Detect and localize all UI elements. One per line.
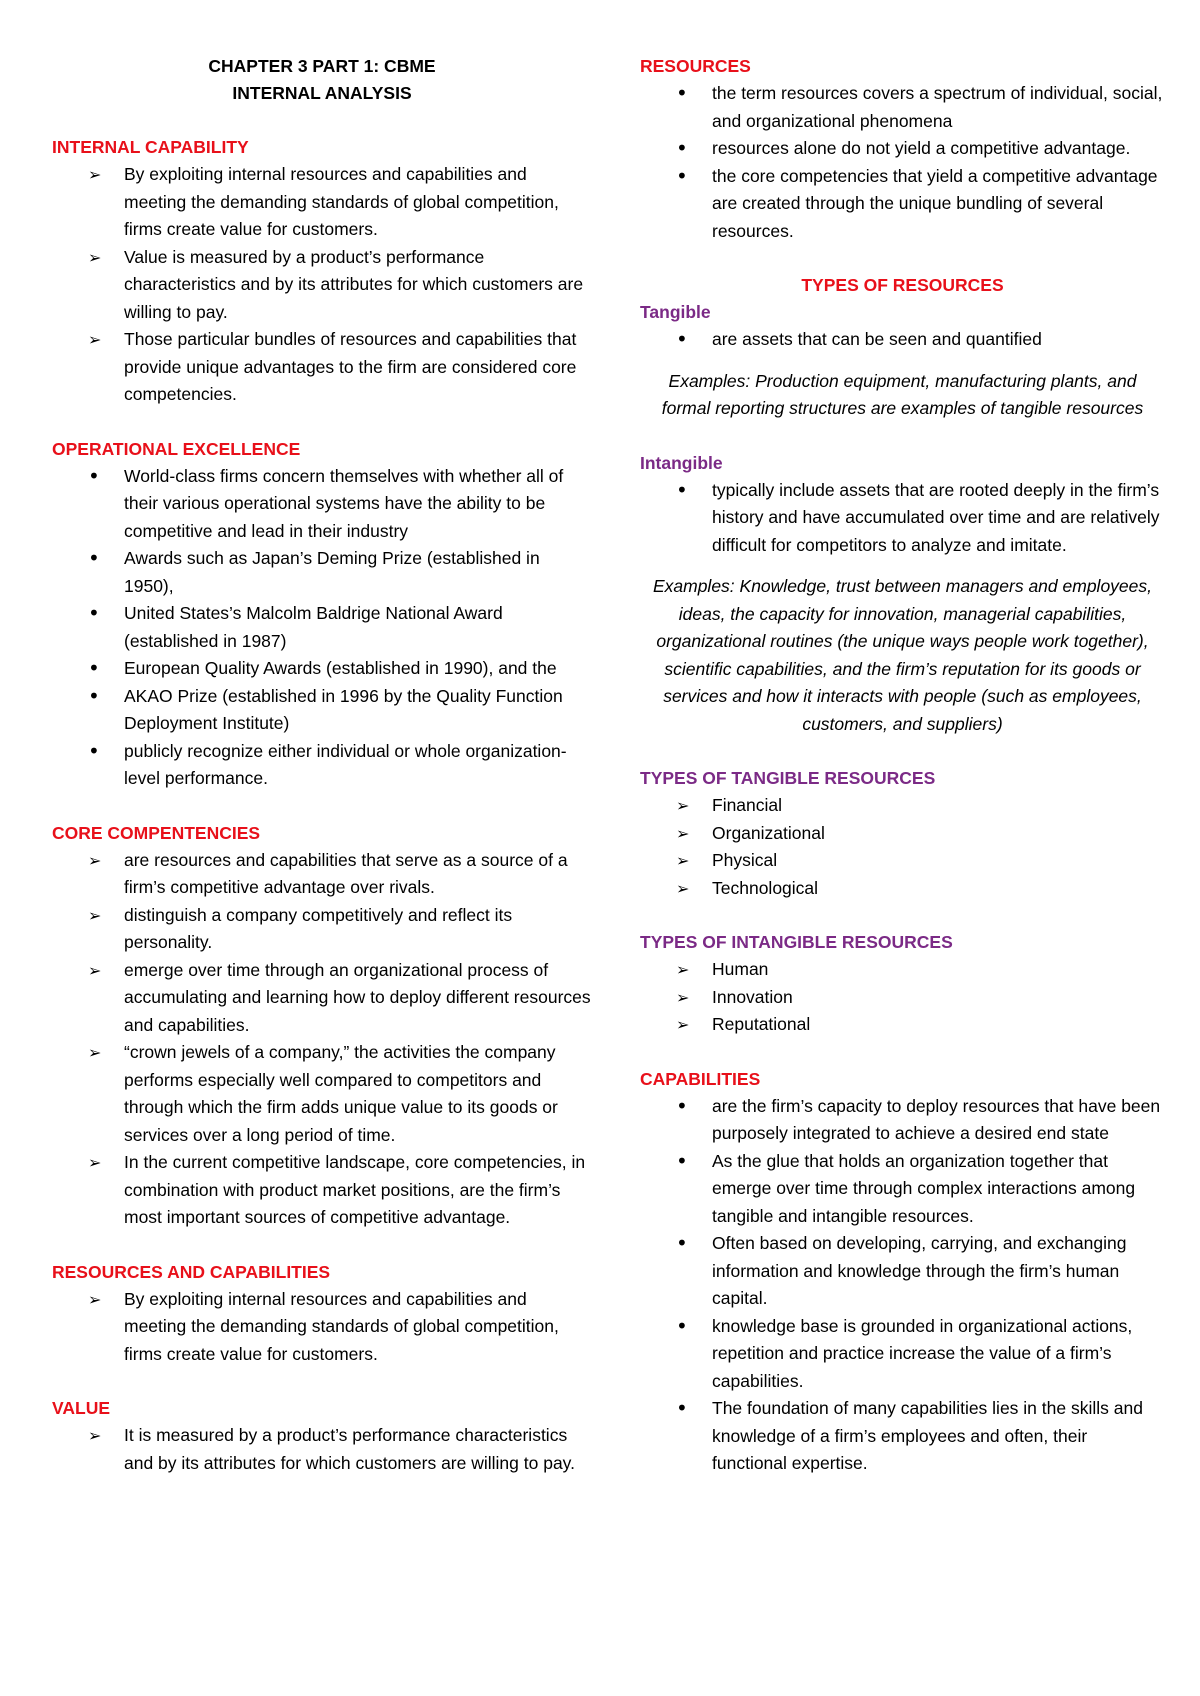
list-item: • Often based on developing, carrying, and exchanging information and knowledge through the firm’s human capital. (676, 1231, 1127, 1308)
list-item: • Awards such as Japan’s Deming Prize (established in 1950), (88, 546, 540, 596)
arrowhead-bullet-icon: ➢ (88, 1043, 102, 1062)
list-item: • AKAO Prize (established in 1996 by the Quality Function Deployment Institute) (88, 683, 563, 733)
capabilities-list (640, 1093, 1165, 1478)
list-item: ➢ Financial (640, 792, 1165, 820)
resources-and-capabilities-list (52, 1286, 592, 1369)
bullet-dot-icon: • (88, 463, 100, 488)
bullet-dot-icon: • (88, 683, 100, 708)
document-title: CHAPTER 3 PART 1: CBME (208, 56, 436, 76)
heading-types-of-intangible-resources: TYPES OF INTANGIBLE RESOURCES (640, 932, 953, 952)
bullet-dot-icon: • (676, 1093, 688, 1118)
types-of-tangible-resources-list (640, 792, 1165, 902)
arrowhead-bullet-icon: ➢ (676, 878, 690, 898)
list-item: • publicly recognize either individual or whole organization-level performance. (88, 738, 567, 788)
list-item: ➢ Human (640, 956, 1165, 984)
arrowhead-bullet-icon: ➢ (676, 960, 690, 979)
bullet-dot-icon: • (676, 163, 688, 188)
heading-value: VALUE (52, 1398, 111, 1418)
heading-resources-and-capabilities: RESOURCES AND CAPABILITIES (52, 1261, 331, 1282)
types-of-intangible-resources-list (640, 956, 1165, 1039)
list-item: ➢ Technological (640, 875, 1165, 903)
arrowhead-bullet-icon: ➢ (88, 1153, 102, 1172)
list-item: • United States’s Malcolm Baldrige National Award (established in 1987) (88, 601, 503, 651)
heading-capabilities: CAPABILITIES (640, 1068, 761, 1089)
bullet-dot-icon: • (676, 81, 688, 105)
list-item: ➢ In the current competitive landscape, core competencies, in combination with product market positions, are the firm’s most important sources of competitive advantage. (52, 1149, 592, 1232)
bullet-dot-icon: • (676, 1396, 688, 1420)
arrowhead-bullet-icon: ➢ (88, 1426, 102, 1445)
bullet-dot-icon: • (676, 136, 688, 160)
arrowhead-bullet-icon: ➢ (676, 823, 690, 843)
operational-excellence-list (52, 463, 592, 793)
list-item: • The foundation of many capabilities lies in the skills and knowledge of a firm’s employees and often, their functional expertise. (676, 1396, 1143, 1473)
list-item: • are assets that can be seen and quantified (676, 327, 1042, 351)
list-item: ➢ Value is measured by a product’s performance characteristics and by its attributes for which customers are willing to pay. (52, 244, 592, 327)
list-item: ➢ “crown jewels of a company,” the activities the company performs especially well compared to competitors and through which the firm adds unique value to its goods or services over a long period of time. (52, 1039, 592, 1149)
heading-operational-excellence: OPERATIONAL EXCELLENCE (52, 438, 301, 459)
list-item: ➢ By exploiting internal resources and capabilities and meeting the demanding standards of global competition, firms create value for customers. (52, 161, 592, 244)
list-item: ➢ Reputational (640, 1011, 1165, 1039)
list-item: ➢ It is measured by a product’s performance characteristics and by its attributes for which customers are willing to pay. (52, 1422, 592, 1477)
bullet-dot-icon: • (676, 1231, 688, 1255)
right-column (640, 53, 1165, 1478)
arrowhead-bullet-icon: ➢ (676, 851, 690, 870)
bullet-dot-icon: • (676, 1148, 688, 1173)
heading-types-of-tangible-resources: TYPES OF TANGIBLE RESOURCES (640, 768, 936, 788)
bullet-dot-icon: • (88, 656, 100, 680)
arrowhead-bullet-icon: ➢ (88, 247, 102, 267)
arrowhead-bullet-icon: ➢ (88, 1289, 102, 1309)
list-item: • resources alone do not yield a competitive advantage. (676, 136, 1131, 160)
list-item: ➢ are resources and capabilities that serve as a source of a firm’s competitive advantage over rivals. (52, 847, 592, 902)
list-item: • knowledge base is grounded in organizational actions, repetition and practice increase the value of a firm’s capabilities. (676, 1313, 1133, 1391)
list-item: ➢ Organizational (640, 820, 1165, 848)
arrowhead-bullet-icon: ➢ (88, 330, 102, 349)
core-competencies-list (52, 847, 592, 1232)
bullet-dot-icon: • (88, 738, 100, 763)
internal-capability-list (52, 161, 592, 409)
arrowhead-bullet-icon: ➢ (88, 960, 102, 980)
list-item: • World-class firms concern themselves with whether all of their various operational systems have the ability to be competitive and lead in their industry (88, 463, 564, 541)
list-item: • European Quality Awards (established in 1990), and the (88, 656, 557, 680)
list-item: • As the glue that holds an organization together that emerge over time through complex interactions among tangible and intangible resources. (676, 1148, 1136, 1226)
bullet-dot-icon: • (88, 601, 100, 625)
list-item: • typically include assets that are rooted deeply in the firm’s history and have accumulated over time and are relatively difficult for competitors to analyze and imitate. (676, 477, 1160, 555)
subheading-intangible: Intangible (640, 452, 723, 473)
tangible-examples: Examples: Production equipment, manufacturing plants, and formal reporting structures are examples of tangible resources (661, 370, 1144, 418)
list-item: ➢ By exploiting internal resources and capabilities and meeting the demanding standards of global competition, firms create value for customers. (52, 1286, 592, 1369)
heading-internal-capability: INTERNAL CAPABILITY (52, 137, 249, 157)
value-list (52, 1422, 592, 1477)
arrowhead-bullet-icon: ➢ (88, 905, 102, 925)
left-column (52, 53, 592, 1477)
list-item: ➢ emerge over time through an organizational process of accumulating and learning how to deploy different resources and capabilities. (52, 957, 592, 1040)
heading-core-competencies: CORE COMPENTENCIES (52, 822, 261, 843)
list-item: • are the firm’s capacity to deploy resources that have been purposely integrated to achieve a desired end state (676, 1093, 1161, 1143)
intangible-list (640, 477, 1165, 560)
resources-list (640, 80, 1165, 245)
heading-resources: RESOURCES (640, 56, 751, 76)
list-item: ➢ Physical (640, 847, 1165, 875)
arrowhead-bullet-icon: ➢ (676, 987, 690, 1007)
bullet-dot-icon: • (676, 1313, 688, 1338)
arrowhead-bullet-icon: ➢ (676, 1015, 690, 1034)
document-subtitle: INTERNAL ANALYSIS (232, 83, 412, 103)
bullet-dot-icon: • (88, 546, 100, 570)
arrowhead-bullet-icon: ➢ (88, 165, 102, 184)
list-item: ➢ Innovation (640, 984, 1165, 1012)
arrowhead-bullet-icon: ➢ (88, 850, 102, 870)
subheading-tangible: Tangible (640, 302, 711, 322)
arrowhead-bullet-icon: ➢ (676, 796, 690, 815)
list-item: • the term resources covers a spectrum of individual, social, and organizational phenomena (676, 81, 1163, 131)
bullet-dot-icon: • (676, 327, 688, 351)
tangible-list (640, 326, 1165, 354)
bullet-dot-icon: • (676, 477, 688, 502)
list-item: • the core competencies that yield a competitive advantage are created through the unique bundling of several resources. (676, 163, 1158, 241)
list-item: ➢ distinguish a company competitively and reflect its personality. (52, 902, 592, 957)
intangible-examples: Examples: Knowledge, trust between managers and employees, ideas, the capacity for innovation, managerial capabilities, organizational routines (the unique ways people work together), scientific capabilities, and the firm’s reputation for its goods or services and how it interacts with people (such as employees, customers, and suppliers) (652, 576, 1153, 734)
list-item: ➢ Those particular bundles of resources and capabilities that provide unique advantages to the firm are considered core competencies. (52, 326, 592, 409)
heading-types-of-resources: TYPES OF RESOURCES (801, 275, 1004, 295)
